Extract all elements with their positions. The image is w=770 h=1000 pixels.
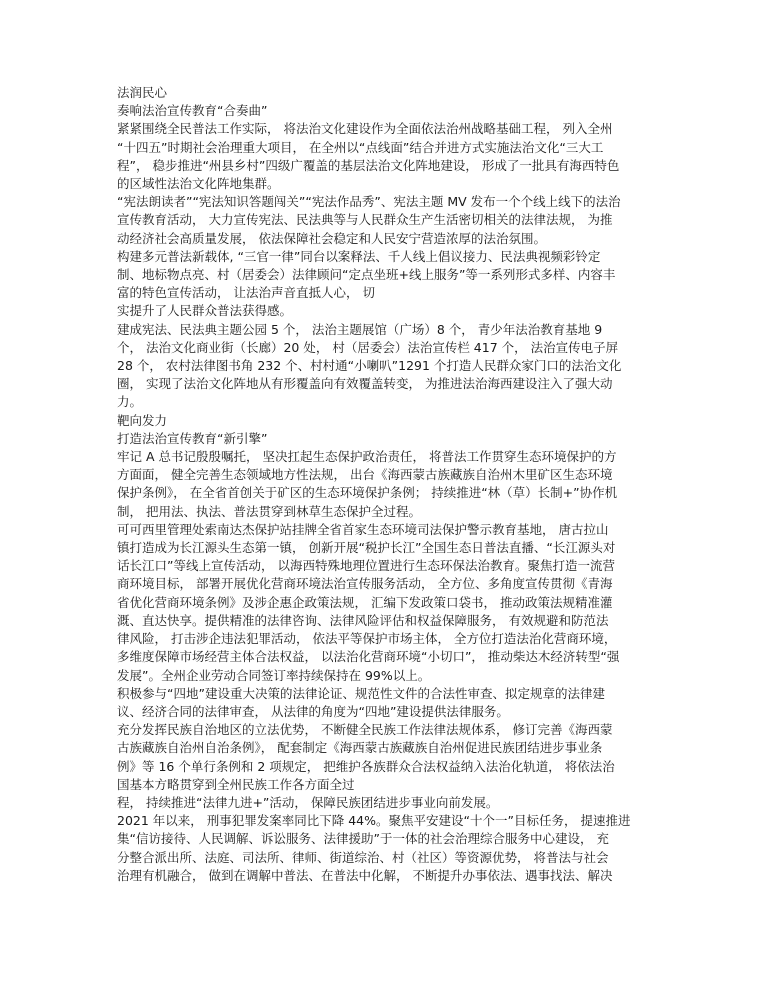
text-line: 紧紧围绕全民普法工作实际， 将法治文化建设作为全面依法治州战略基础工程， 列入全州 xyxy=(117,121,613,137)
text-line: 法润民心 xyxy=(117,85,168,100)
text-line: 靶向发力 xyxy=(117,412,168,428)
text-line: 发展”。全州企业劳动合同签订率持续保持在 99%以上。 xyxy=(117,667,431,683)
text-line: 28 个， 农村法律图书角 232 个、村村通“小喇叭”1291 个打造人民群众家门口的法治文化 xyxy=(117,358,622,374)
text-line: “宪法朗读者”“宪法知识答题闯关”“宪法作品秀”、宪法主题 MV 发布一个个线上线下的法治 xyxy=(117,194,621,210)
text-line: 议、经济合同的法律审查， 从法律的角度为“四地”建设提供法律服务。 xyxy=(117,703,509,719)
text-line: 制、地标物点亮、村（居委会）法律顾问“定点坐班+线上服务”等一系列形式多样、内容丰 xyxy=(117,267,616,283)
text-line: 打造法治宣传教育“新引擎” xyxy=(117,430,268,446)
text-line: 2021 年以来， 刑事犯罪发案率同比下降 44%。聚焦平安建设“十个一”目标任务， 提速推进 xyxy=(117,813,631,829)
text-line: 多维度保障市场经营主体合法权益， 以法治化营商环境“小切口”， 推动柴达木经济转型“强 xyxy=(117,649,620,665)
text-line: 集“信访接待、人民调解、诉讼服务、法律援助”于一体的社会治理综合服务中心建设， 充 xyxy=(117,831,609,847)
text-line: 镇打造成为长江源头生态第一镇， 创新开展“税护长江”全国生态日普法直播、“长江源头对 xyxy=(117,540,616,556)
text-line: 宣传教育活动， 大力宣传宪法、民法典等与人民群众生产生活密切相关的法律法规， 为推 xyxy=(117,212,613,228)
text-line: 牢记 A 总书记殷殷嘱托， 坚决扛起生态保护政治责任， 将普法工作贯穿生态环境保护的方 xyxy=(117,449,617,465)
text-line: 圈， 实现了法治文化阵地从有形覆盖向有效覆盖转变， 为推进法治海西建设注入了强大动 xyxy=(117,376,613,392)
text-line: 制， 把用法、执法、普法贯穿到林草生态保护全过程。 xyxy=(117,503,421,519)
text-line: 商环境目标， 部署开展优化营商环境法治宣传服务活动， 全方位、多角度宣传贯彻《青海 xyxy=(117,576,613,592)
text-line: 程， 持续推进“法律九进+”活动， 保障民族团结进步事业向前发展。 xyxy=(117,794,499,810)
text-line: 国基本方略贯穿到全州民族工作各方面全过 xyxy=(117,776,355,792)
document-body xyxy=(117,84,657,885)
text-line: 分整合派出所、法庭、司法所、律师、街道综治、村（社区）等资源优势， 将普法与社会 xyxy=(117,849,609,865)
text-line: 方面面， 健全完善生态领域地方性法规， 出台《海西蒙古族藏族自治州木里矿区生态环境 xyxy=(117,467,613,483)
text-line: 保护条例》， 在全省首创关于矿区的生态环境保护条例； 持续推进“林（草）长制+”协作机 xyxy=(117,485,618,501)
text-line: 程”， 稳步推进“州县乡村”四级广覆盖的基层法治文化阵地建设， 形成了一批具有海西特色 xyxy=(117,157,620,173)
text-line: 的区域性法治文化阵地集群。 xyxy=(117,176,280,192)
text-line: “十四五”时期社会治理重大项目， 在全州以“点线面”结合并进方式实施法治文化“三大工 xyxy=(117,139,604,155)
text-line: 构建多元普法新载体, “三官一律”同台以案释法、千人线上倡议接力、民法典视频彩铃定 xyxy=(117,248,601,264)
text-line: 个， 法治文化商业街（长廊）20 处， 村（居委会）法治宣传栏 417 个， 法治宣传电子屏 xyxy=(117,339,619,355)
text-line: 动经济社会高质量发展， 依法保障社会稳定和人民安宁营造浓厚的法治氛围。 xyxy=(117,230,546,246)
text-line: 可可西里管理处索南达杰保护站挂牌全省首家生态环境司法保护警示教育基地， 唐古拉山 xyxy=(117,521,609,537)
text-line: 话长江口”等线上宣传活动， 以海西特殊地理位置进行生态环保法治教育。聚焦打造一流营 xyxy=(117,558,615,574)
text-line: 治理有机融合， 做到在调解中普法、在普法中化解， 不断提升办事依法、遇事找法、解决 xyxy=(117,867,613,883)
text-line: 积极参与“四地”建设重大决策的法律论证、规范性文件的合法性审查、拟定规章的法律建 xyxy=(117,685,605,701)
text-line: 充分发挥民族自治地区的立法优势， 不断健全民族工作法律法规体系， 修订完善《海西蒙 xyxy=(117,722,613,738)
text-line: 实提升了人民群众普法获得感。 xyxy=(117,303,293,319)
text-line: 例》等 16 个单行条例和 2 项规定， 把维护各族群众合法权益纳入法治化轨道， 将依法治 xyxy=(117,758,615,774)
text-line: 溉、直达快享。提供精准的法律咨询、法律风险评估和权益保障服务， 有效规避和防范法 xyxy=(117,612,609,628)
text-line: 古族藏族自治州自治条例》， 配套制定《海西蒙古族藏族自治州促进民族团结进步事业条 xyxy=(117,740,603,756)
text-line: 省优化营商环境条例》及涉企惠企政策法规， 汇编下发政策口袋书， 推动政策法规精准灌 xyxy=(117,594,613,610)
text-line: 律风险， 打击涉企违法犯罪活动， 依法平等保护市场主体， 全方位打造法治化营商环境， xyxy=(117,631,617,647)
text-line: 建成宪法、民法典主题公园 5 个， 法治主题展馆（广场）8 个， 青少年法治教育基地 9 xyxy=(117,321,603,337)
text-line: 奏响法治宣传教育“合奏曲” xyxy=(117,103,268,119)
text-line: 力。 xyxy=(117,394,143,410)
text-line: 富的特色宣传活动， 让法治声音直抵人心， 切 xyxy=(117,285,375,301)
